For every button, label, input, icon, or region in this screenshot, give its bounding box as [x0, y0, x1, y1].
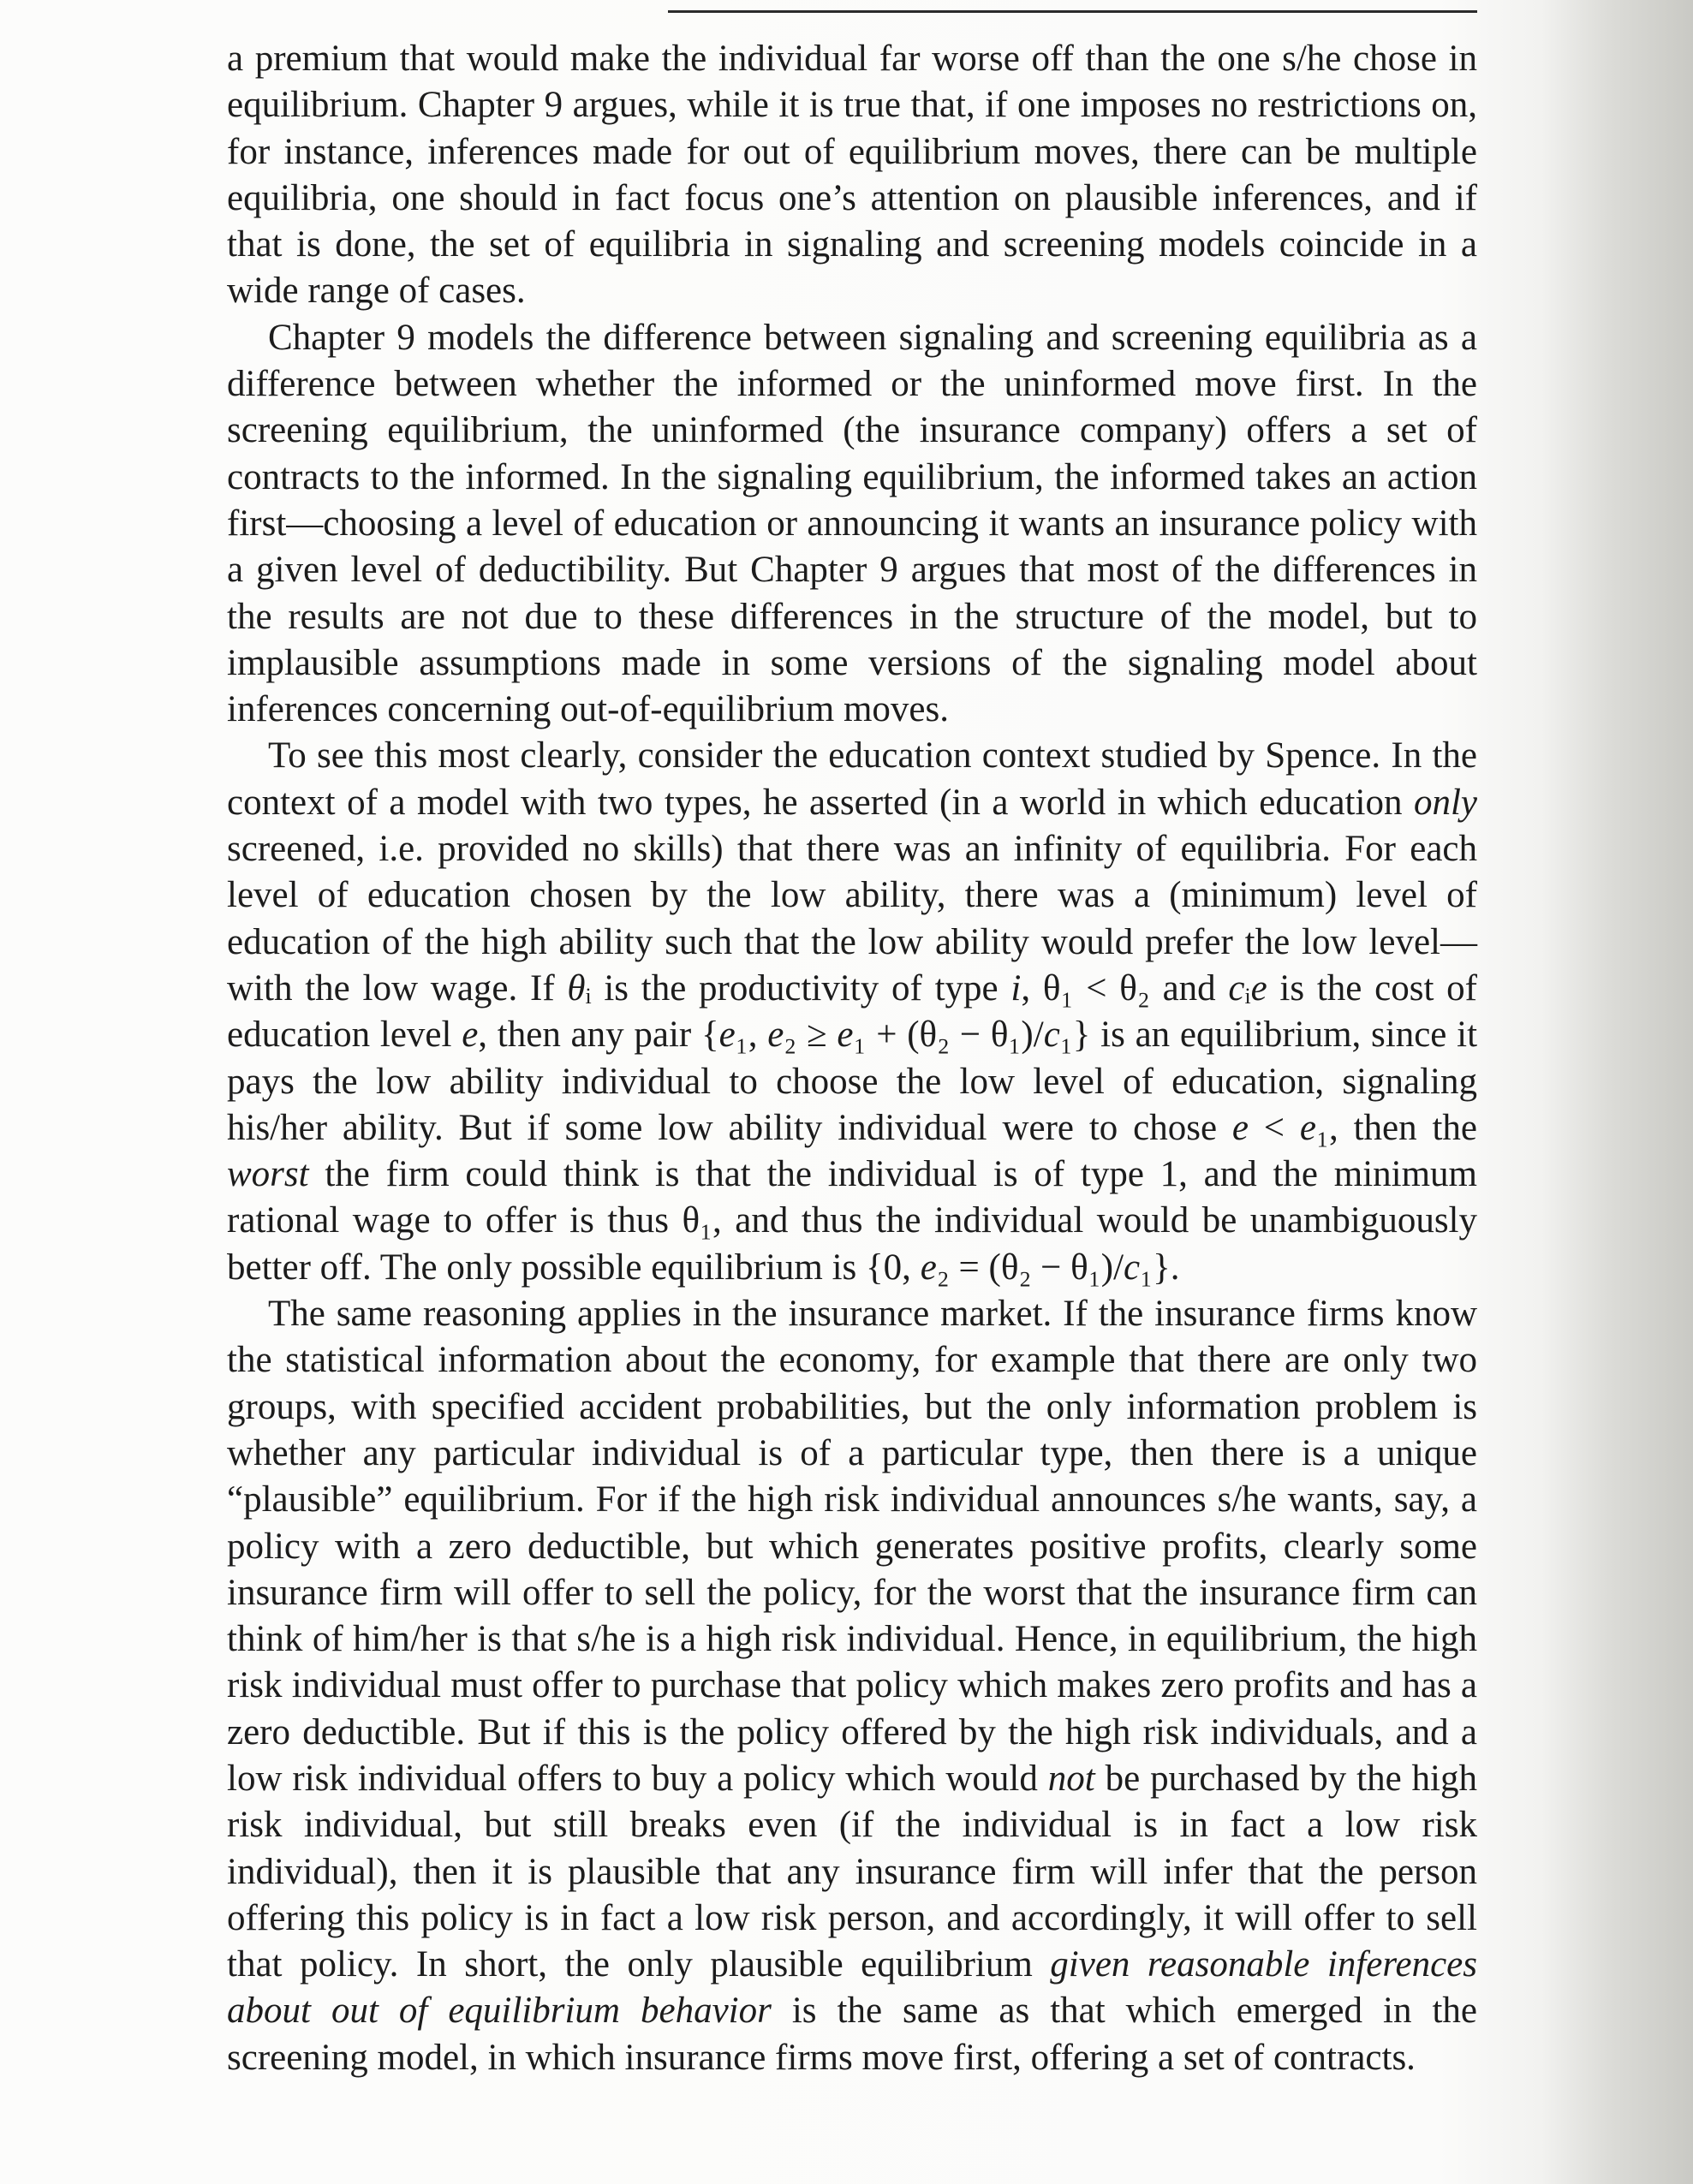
italic-text-run: c — [1124, 1247, 1141, 1288]
text-run: ᵢ is the productivity of type — [585, 967, 1011, 1009]
paragraph — [227, 315, 1477, 734]
text-run: ₁, then the — [1316, 1107, 1477, 1148]
text-run: ₁, — [735, 1015, 768, 1056]
text-run: ₂ ≥ — [784, 1015, 838, 1056]
text-run: ᵢ — [1244, 967, 1251, 1009]
italic-text-run: c — [1043, 1015, 1060, 1056]
italic-text-run: worst — [227, 1154, 309, 1195]
text-run: ₁} is an equilibrium, since it pays the low ability individual to choose the low level of education, signaling his/her ability. But if some low ability individual were to chose — [227, 1015, 1478, 1148]
text-run: The same reasoning applies in the insurance market. If the insurance firms know the statistical information about the economy, for example that there are only two groups, with specified accident probabilities, but the only information problem is whether any particular individual is of a particular type, then there is a unique “plausible” equilibrium. For if the high risk individual announces s/he wants, say, a policy with a zero deductible, but which generates positive profits, clearly some insurance firm will offer to sell the policy, for the worst that the insurance firm can think of him/her is that s/he is a high risk individual. Hence, in equilibrium, the high risk individual must offer to purchase that policy which makes zero profits and has a zero deductible. But if this is the policy offered by the high risk individuals, and a low risk individual offers to buy a policy which would — [227, 1294, 1477, 1799]
text-run: ₂ = (θ₂ − θ₁)/ — [936, 1247, 1124, 1288]
text-run: < — [1248, 1107, 1300, 1148]
italic-text-run: e — [920, 1247, 937, 1288]
italic-text-run: e — [462, 1015, 479, 1056]
italic-text-run: not — [1047, 1758, 1095, 1799]
text-run: screened, i.e. provided no skills) that there was an infinity of equilibria. For each level of education chosen by the low ability, there was a (minimum) level of education of the high ability such that the low ability would prefer the low level—with the low wage. If — [227, 829, 1477, 1009]
italic-text-run: e — [718, 1015, 736, 1056]
italic-text-run: i — [1010, 967, 1022, 1009]
italic-text-run: e — [1250, 967, 1267, 1009]
text-run: ₁ + (θ₂ − θ₁)/ — [853, 1015, 1044, 1056]
text-run: a premium that would make the individual far worse off than the one s/he chose in equilibrium. Chapter 9 argues, while it is true that, if one imposes no restrictions on, for instance, inferences made for out of equilibrium moves, there can be multiple equilibria, one should in fact focus one’s attention on plausible inferences, and if that is done, the set of equilibria in signaling and screening models coincide in a wide range of cases. — [227, 39, 1477, 312]
italic-text-run: e — [767, 1015, 784, 1056]
header-rule — [668, 10, 1477, 13]
italic-text-run: e — [1231, 1107, 1249, 1148]
italic-text-run: only — [1413, 782, 1477, 823]
italic-text-run: given reasonable inferences about out of equilibrium behavior — [227, 1944, 1477, 2032]
text-run: is the cost of education level — [227, 967, 1477, 1056]
italic-text-run: c — [1228, 967, 1245, 1009]
text-run: , θ₁ < θ₂ and — [1021, 967, 1229, 1009]
text-run: the firm could think is that the individual is of type 1, and the minimum rational wage to offer is thus θ₁, and thus the individual would be unambiguously better off. The only possible equilibrium is {0, — [227, 1154, 1477, 1288]
text-run: ₁}. — [1140, 1247, 1180, 1288]
text-run: , then any pair { — [478, 1015, 719, 1056]
text-run: Chapter 9 models the difference between signaling and screening equilibria as a difference between whether the informed or the uninformed move first. In the screening equilibrium, the uninformed (the insurance company) offers a set of contracts to the informed. In the signaling equilibrium, the informed takes an action first—choosing a level of education or announcing it wants an insurance policy with a given level of deductibility. But Chapter 9 argues that most of the differences in the results are not due to these differences in the structure of the model, but to implausible assumptions made in some versions of the signaling model about inferences concerning out-of-equilibrium moves. — [227, 317, 1477, 730]
italic-text-run: θ — [567, 967, 586, 1009]
body-text — [227, 36, 1477, 2081]
paragraph — [227, 36, 1477, 315]
italic-text-run: e — [1299, 1107, 1316, 1148]
text-run: To see this most clearly, consider the education context studied by Spence. In the context of a model with two types, he asserted (in a world in which education — [227, 735, 1477, 823]
text-run: be purchased by the high risk individual, but still breaks even (if the individual is in fact a low risk individual), then it is plausible that any insurance firm will infer that the person offering this policy is in fact a low risk person, and accordingly, it will offer to sell that policy. In short, the only plausible equilibrium — [227, 1758, 1477, 1985]
paragraph — [227, 733, 1477, 1291]
paragraph — [227, 1291, 1477, 2081]
text-run: is the same as that which emerged in the screening model, in which insurance firms move first, offering a set of contracts. — [227, 1991, 1477, 2078]
italic-text-run: e — [837, 1015, 854, 1056]
